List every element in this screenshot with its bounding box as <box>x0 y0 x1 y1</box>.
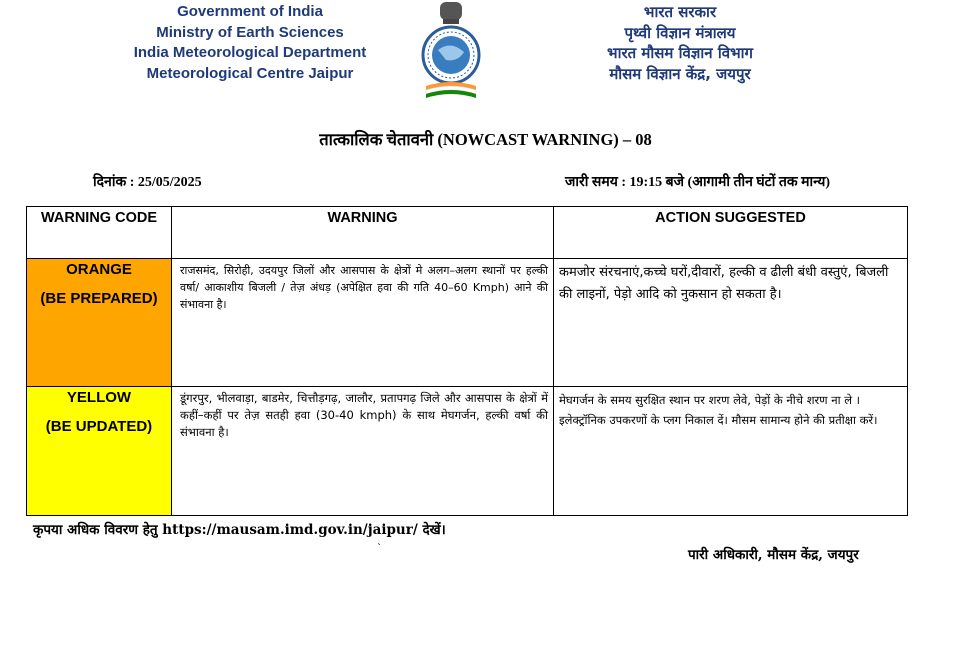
header-warning-code: WARNING CODE <box>27 207 172 259</box>
table-header-row <box>27 207 908 259</box>
header-hi-line-3: भारत मौसम विज्ञान विभाग <box>607 44 753 62</box>
stray-mark: ` <box>377 543 382 554</box>
header-en-line-2: Ministry of Earth Sciences <box>156 23 344 41</box>
table-row <box>27 387 908 516</box>
header-hi-line-4: मौसम विज्ञान केंद्र, जयपुर <box>609 64 751 83</box>
header-hi-line-1: भारत सरकार <box>643 3 717 21</box>
warning-level: YELLOW <box>66 389 132 406</box>
warning-table <box>26 206 908 516</box>
header-action: ACTION SUGGESTED <box>554 207 908 259</box>
imd-emblem-logo <box>418 0 484 100</box>
action-text: कमजोर संरचनाएं,कच्चे घरों,दीवारों, हल्की व ढीली बंधी वस्तुएं, बिजली की लाइनों, पेड़ो आदि को नुकसान हो सकता है। <box>559 265 889 302</box>
table-row <box>27 259 908 387</box>
issue-date: दिनांक : 25/05/2025 <box>93 175 202 190</box>
signature-officer: पारी अधिकारी, मौसम केंद्र, जयपुर <box>688 547 859 563</box>
warning-code-yellow <box>27 387 172 516</box>
warning-text-cell <box>172 387 554 516</box>
action-text-cell <box>554 259 908 387</box>
header-en-line-1: Government of India <box>177 3 323 20</box>
warning-code-orange <box>27 259 172 387</box>
warning-sub: (BE UPDATED) <box>45 418 153 435</box>
action-text: मेघगर्जन के समय सुरक्षित स्थान पर शरण लेवे, पेड़ों के नीचे शरण ना ले । इलेक्ट्रॉनिक उपकरणों के प्लग निकाल दें। मौसम सामान्य होने की प्रतीक्षा करें। <box>559 393 878 427</box>
header-english <box>100 2 400 84</box>
warning-text: डूंगरपुर, भीलवाड़ा, बाडमेर, चित्तौड़गढ़, जालौर, प्रतापगढ़ जिले और आसपास के क्षेत्रों में कहीं–कहीं पर तेज़ सतही हवा (30-40 kmph) के साथ मेघगर्जन, हल्की वर्षा की संभावना है। <box>180 391 548 439</box>
warning-level: ORANGE <box>66 261 132 278</box>
more-info-link[interactable]: कृपया अधिक विवरण हेतु https://mausam.imd.gov.in/jaipur/ देखें। <box>33 522 446 538</box>
header-hi-line-2: पृथ्वी विज्ञान मंत्रालय <box>624 23 736 42</box>
page-title: तात्कालिक चेतावनी (NOWCAST WARNING) – 08 <box>319 130 652 149</box>
warning-text-cell <box>172 259 554 387</box>
warning-text: राजसमंद, सिरोही, उदयपुर जिलों और आसपास के क्षेत्रों मे अलग–अलग स्थानों पर हल्की वर्षा/ आकाशीय बिजली / तेज़ अंधड़ (अपेक्षित हवा की गति 40–60 Kmph) आने की संभावना है। <box>180 264 548 311</box>
header-en-line-4: Meteorological Centre Jaipur <box>146 64 354 82</box>
header-en-line-3: India Meteorological Department <box>133 44 367 61</box>
action-text-cell <box>554 387 908 516</box>
header-warning: WARNING <box>172 207 554 259</box>
issue-time: जारी समय : 19:15 बजे (आगामी तीन घंटों तक मान्य) <box>565 175 830 190</box>
warning-sub: (BE PREPARED) <box>40 290 158 307</box>
header-hindi <box>560 2 800 84</box>
